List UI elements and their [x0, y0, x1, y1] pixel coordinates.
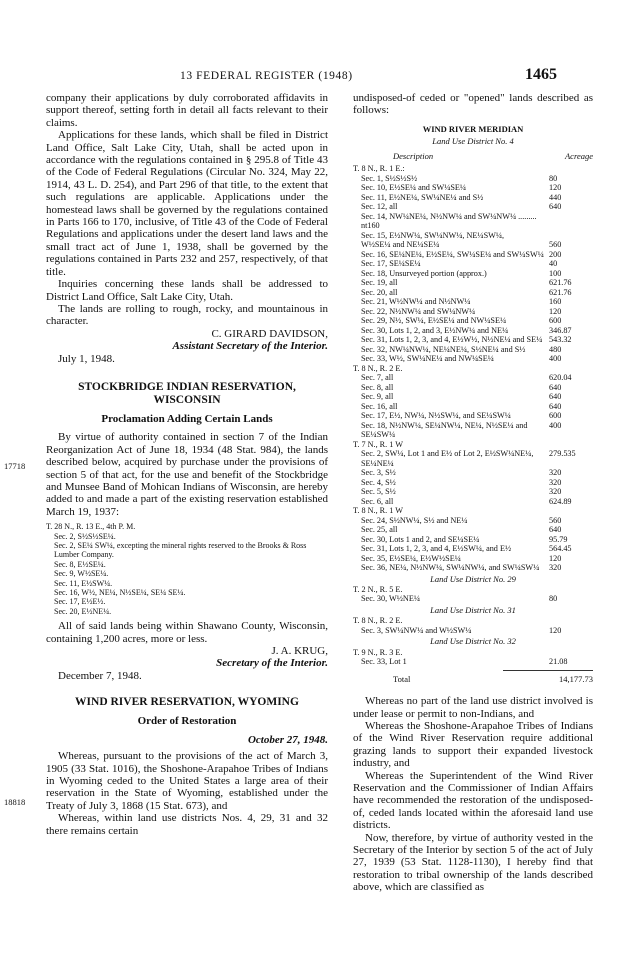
- table-row: [353, 250, 593, 260]
- paragraph: Applications for these lands, which shall be filed in District Land Office, Salt Lake City, Utah, shall be acted upon in accordance with the regulations contained in § 295.8 of Title 43 of the Code of Federal Regulations (Circular No. 324, May 22, 1914, 43 L. D. 254), and Part 296 of that title, to the extent that such regulations are applicable. Applications under the homestead laws shall be governed by the regulations contained in Parts 166 to 170, inclusive, of Title 43 of the Code of Federal Regulations and applications under the desert land laws and the small tract act of June 1, 1938, shall be governed by the regulations contained in Parts 232 and 257, respectively, of that title.: [46, 129, 328, 278]
- row-acreage: 621.76: [549, 278, 572, 288]
- row-acreage: 100: [549, 268, 562, 278]
- row-description: Sec. 17, E½, NW¼, N½SW¼, and SE¼SW¼: [361, 411, 511, 421]
- row-acreage: 279.535: [549, 449, 576, 459]
- left-column: [46, 92, 328, 837]
- row-acreage: 564.45: [549, 544, 572, 554]
- row-description: T. 8 N., R. 1 E.:: [353, 164, 405, 174]
- row-acreage: 543.32: [549, 335, 572, 345]
- document-date: July 1, 1948.: [58, 352, 115, 365]
- row-acreage: 120: [549, 625, 562, 635]
- land-table: [353, 616, 593, 635]
- row-acreage: 160: [549, 297, 562, 307]
- paragraph: undisposed-of ceded or "opened" lands described as follows:: [353, 92, 593, 117]
- table-row: [353, 278, 593, 288]
- row-description: Sec. 33, W½, SW¼NE¼ and NW¼SE¼: [361, 354, 494, 364]
- table-row: [353, 345, 593, 355]
- row-acreage: 120: [549, 306, 562, 316]
- table-row: [353, 554, 593, 564]
- table-row: [353, 326, 593, 336]
- row-acreage: 640: [549, 401, 562, 411]
- page-header: [0, 66, 622, 86]
- document-number-1: 17718: [4, 461, 26, 471]
- row-acreage: 480: [549, 344, 562, 354]
- section-subheading: Order of Restoration: [137, 715, 237, 728]
- row-description: T. 8 N., R. 1 W: [353, 506, 403, 516]
- paragraph: The lands are rolling to rough, rocky, and mountainous in character.: [46, 302, 328, 328]
- section-subheading: Proclamation Adding Certain Lands: [101, 412, 273, 425]
- row-acreage: [549, 585, 593, 595]
- row-acreage: 440: [549, 192, 562, 202]
- row-acreage: 400: [549, 420, 562, 430]
- row-description: Sec. 30, W½NE¼: [361, 594, 420, 604]
- row-description: Sec. 33, Lot 1: [361, 657, 407, 667]
- row-description: Sec. 4, S½: [361, 477, 396, 487]
- column-header-description: Description: [393, 150, 434, 161]
- row-description: Sec. 16, all: [361, 401, 398, 411]
- row-description: Sec. 3, SW¼NW¼ and W½SW¼: [361, 625, 472, 635]
- row-acreage: 624.89: [549, 496, 572, 506]
- district-heading: Land Use District No. 32: [430, 636, 516, 647]
- signature-title: Assistant Secretary of the Interior.: [172, 340, 328, 353]
- table-row: [353, 525, 593, 535]
- row-acreage: 320: [549, 487, 562, 497]
- table-row: [353, 449, 593, 468]
- table-row: [353, 373, 593, 383]
- table-row: [353, 563, 593, 573]
- table-row: [353, 288, 593, 298]
- column-header-acreage: Acreage: [564, 150, 593, 161]
- row-acreage: 80: [549, 173, 558, 183]
- table-row: [353, 164, 593, 174]
- table-row: [353, 516, 593, 526]
- signature-title: Secretary of the Interior.: [216, 657, 328, 670]
- table-row: [353, 402, 593, 412]
- row-description: Sec. 8, all: [361, 382, 394, 392]
- row-acreage: 40: [549, 259, 558, 269]
- district-heading: Land Use District No. 31: [430, 604, 516, 615]
- row-acreage: 560: [549, 515, 562, 525]
- table-row: [353, 421, 593, 440]
- paragraph: Whereas, within land use districts Nos. 4, 29, 31 and 32 there remains certain: [46, 812, 328, 837]
- row-description: T. 9 N., R. 3 E.: [353, 647, 403, 657]
- row-description: Sec. 35, E½SE¼, E½W½SE¼: [361, 553, 461, 563]
- row-acreage: 346.87: [549, 325, 572, 335]
- row-description: Sec. 14, NW¼NE¼, N½NW¼ and SW¼NW¼ ......... nt160: [361, 211, 537, 231]
- row-description: Sec. 12, all: [361, 202, 398, 212]
- row-acreage: 320: [549, 468, 562, 478]
- table-row: [353, 497, 593, 507]
- row-description: T. 8 N., R. 2 E.: [353, 363, 403, 373]
- list-item: Sec. 20, E½NE¼.: [54, 606, 112, 616]
- paragraph: All of said lands being within Shawano County, Wisconsin, containing 1,200 acres, more or less.: [46, 620, 328, 645]
- row-description: Sec. 32, NW¼NW¼, NE¼NE¼, S½NE¼ and S½: [361, 344, 526, 354]
- page-number: 1465: [525, 66, 557, 83]
- table-row: [353, 183, 593, 193]
- row-acreage: [549, 231, 593, 241]
- paragraph: By virtue of authority contained in section 7 of the Indian Reorganization Act of June 18, 1934 (48 Stat. 984), the lands described below, acquired by purchase under the provisions of section 5 of that act, for the use and benefit of the Stockbridge and Munsee Band of Mohican Indians of Wisconsin, are hereby added to and made a part of the existing reservation established March 19, 1937:: [46, 431, 328, 518]
- total-rule: [503, 670, 593, 671]
- row-description: Sec. 7, all: [361, 373, 394, 383]
- row-acreage: 320: [549, 563, 562, 573]
- row-description: Sec. 10, E½SE¼ and SW¼SE¼: [361, 183, 467, 193]
- row-acreage: 80: [549, 594, 558, 604]
- table-row: [353, 307, 593, 317]
- row-description: Sec. 16, SE¼NE¼, E½SE¼, SW¼SE¼ and SW¼SW¼: [361, 249, 544, 259]
- paragraph: company their applications by duly corroborated affidavits in support thereof, setting forth in detail all facts relevant to their claims.: [46, 92, 328, 129]
- row-description: Sec. 30, Lots 1, 2, and 3, E½NW¼ and NE¼: [361, 325, 509, 335]
- row-description: Sec. 21, W½NW¼ and N½NW¼: [361, 297, 471, 307]
- row-description: Sec. 5, S½: [361, 487, 396, 497]
- row-acreage: 620.04: [549, 373, 572, 383]
- row-acreage: 95.79: [549, 534, 568, 544]
- row-acreage: 621.76: [549, 287, 572, 297]
- table-row: [353, 269, 593, 279]
- list-item: Sec. 2, SE¼ SW¼, excepting the mineral rights reserved to the Brooks & Ross Lumber Company.: [54, 541, 307, 560]
- section-heading: WIND RIVER RESERVATION, WYOMING: [75, 696, 299, 709]
- row-description: Sec. 25, all: [361, 525, 398, 535]
- row-acreage: 640: [549, 525, 562, 535]
- row-acreage: 600: [549, 316, 562, 326]
- table-row: [353, 506, 593, 516]
- row-acreage: 120: [549, 183, 562, 193]
- row-acreage: 21.08: [549, 657, 568, 667]
- table-row: [353, 392, 593, 402]
- row-acreage: 640: [549, 202, 562, 212]
- row-description: Sec. 36, NE¼, N½NW¼, SW¼NW¼, and SW¼SW¼: [361, 563, 540, 573]
- table-row: [353, 440, 593, 450]
- table-row: [353, 174, 593, 184]
- table-row: [353, 383, 593, 393]
- paragraph: Inquiries concerning these lands shall be addressed to District Land Office, Salt Lake City, Utah.: [46, 278, 328, 303]
- row-acreage: [549, 440, 593, 450]
- table-row: [353, 316, 593, 326]
- row-acreage: 640: [549, 392, 562, 402]
- row-acreage: 600: [549, 411, 562, 421]
- table-row: [353, 212, 593, 231]
- total-label: Total: [393, 673, 411, 684]
- table-row: [353, 364, 593, 374]
- paragraph: Now, therefore, by virtue of authority vested in the Secretary of the Interior by section 5 of the act of July 27, 1939 (53 Stat. 1128-1130), I hereby find that restoration to tribal ownership of the lands described above, which are classified as: [353, 831, 593, 894]
- order-date: October 27, 1948.: [247, 733, 328, 746]
- row-description: Sec. 1, S½S½S½: [361, 173, 418, 183]
- row-description: Sec. 2, SW¼, Lot 1 and E½ of Lot 2, E½SW¼NE¼, SE¼NE¼: [361, 449, 534, 468]
- table-row: [353, 487, 593, 497]
- table-row: [353, 616, 593, 626]
- row-description: Sec. 11, E½NE¼, SW¼NE¼ and S½: [361, 192, 484, 202]
- table-header: [353, 150, 593, 162]
- section-heading: STOCKBRIDGE INDIAN RESERVATION, WISCONSIN: [78, 380, 296, 406]
- row-acreage: [549, 212, 593, 231]
- list-item: Sec. 16, W½, NE¼, N½SE¼, SE¼ SE¼.: [54, 588, 186, 598]
- table-row: [353, 594, 593, 604]
- row-description: Sec. 31, Lots 1, 2, 3, and 4, E½SW¼, and E½: [361, 544, 512, 554]
- row-description: Sec. 30, Lots 1 and 2, and SE¼SE¼: [361, 534, 480, 544]
- document-number-2: 18818: [4, 797, 26, 807]
- list-item: Sec. 2, S½S½SE¼.: [54, 531, 116, 541]
- table-row: [353, 259, 593, 269]
- row-description: Sec. 19, all: [361, 278, 398, 288]
- row-description: Sec. 17, SE¼SE¼: [361, 259, 421, 269]
- row-description: Sec. 22, N½NW¼ and SW¼NW¼: [361, 306, 476, 316]
- row-acreage: 400: [549, 354, 562, 364]
- row-acreage: 120: [549, 553, 562, 563]
- table-row: [353, 544, 593, 554]
- table-row: [353, 657, 593, 667]
- list-item: T. 28 N., R. 13 E., 4th P. M.: [46, 522, 136, 532]
- row-description: T. 2 N., R. 5 E.: [353, 584, 403, 594]
- paragraph: Whereas the Superintendent of the Wind River Reservation and the Commissioner of Indian Affairs have recommended the restoration of the undisposed-of, ceded lands located within the aforesaid land use districts.: [353, 769, 593, 832]
- district-heading: Land Use District No. 29: [430, 573, 516, 584]
- list-item: Sec. 8, E½SE¼.: [54, 559, 106, 569]
- row-acreage: [549, 164, 593, 174]
- row-description: Sec. 6, all: [361, 496, 394, 506]
- row-description: Sec. 29, N½, SW¼, E½SE¼ and NW¼SE¼: [361, 316, 507, 326]
- row-description: W½SE¼ and NE¼SE¼: [361, 240, 440, 250]
- row-description: Sec. 24, S½NW¼, S½ and NE¼: [361, 515, 468, 525]
- table-row: [353, 335, 593, 345]
- list-item: Sec. 9, W½SE¼.: [54, 569, 109, 579]
- table-row: [353, 193, 593, 203]
- row-description: Sec. 18, Unsurveyed portion (approx.): [361, 268, 487, 278]
- running-title: 13 FEDERAL REGISTER (1948): [180, 70, 353, 82]
- row-description: Sec. 20, all: [361, 287, 398, 297]
- row-acreage: [549, 364, 593, 374]
- signature-name: C. GIRARD DAVIDSON,: [211, 327, 328, 340]
- signature-name: J. A. KRUG,: [271, 645, 328, 658]
- table-row: [353, 240, 593, 250]
- land-description-list: [46, 522, 328, 616]
- table-row: [353, 354, 593, 364]
- paragraph: Whereas, pursuant to the provisions of the act of March 3, 1905 (33 Stat. 1016), the Shoshone-Arapahoe Tribes of Indians in Wyoming ceded to the United States a large area of their reservation in the State of Wyoming, established under the Treaty of July 3, 1868 (15 Stat. 673), and: [46, 750, 328, 812]
- total-value: 14,177.73: [559, 673, 593, 684]
- district-heading: Land Use District No. 4: [432, 136, 514, 147]
- row-acreage: [549, 616, 593, 626]
- land-table: [353, 585, 593, 604]
- row-acreage: 640: [549, 382, 562, 392]
- row-acreage: [549, 648, 593, 658]
- row-description: T. 8 N., R. 2 E.: [353, 616, 403, 626]
- table-row: [353, 202, 593, 212]
- document-date: December 7, 1948.: [58, 669, 142, 682]
- row-acreage: 200: [549, 249, 562, 259]
- right-column: [353, 92, 593, 894]
- table-row: [353, 648, 593, 658]
- land-table: [353, 164, 593, 573]
- row-description: Sec. 9, all: [361, 392, 394, 402]
- table-row: [353, 478, 593, 488]
- row-description: T. 7 N., R. 1 W: [353, 439, 403, 449]
- row-description: Sec. 31, Lots 1, 2, 3, and 4, E½W½, N½NE¼ and SE¼: [361, 335, 543, 345]
- row-description: Sec. 18, N½NW¼, SE¼NW¼, NE¼, N½SE¼ and SE¼SW¼: [361, 420, 528, 440]
- row-acreage: [549, 506, 593, 516]
- total-row: [353, 673, 593, 685]
- land-table: [353, 648, 593, 667]
- row-acreage: 560: [549, 240, 562, 250]
- table-row: [353, 535, 593, 545]
- row-acreage: 320: [549, 477, 562, 487]
- row-description: Sec. 15, E½NW¼, SW¼NW¼, NE¼SW¼,: [361, 230, 505, 240]
- table-row: [353, 468, 593, 478]
- table-row: [353, 297, 593, 307]
- table-row: [353, 585, 593, 595]
- list-item: Sec. 17, E½E½.: [54, 597, 106, 607]
- paragraph: Whereas no part of the land use district involved is under lease or permit to non-Indians, and: [353, 695, 593, 720]
- table-row: [353, 411, 593, 421]
- table-row: [353, 626, 593, 636]
- meridian-heading: WIND RIVER MERIDIAN: [422, 123, 524, 134]
- list-item: Sec. 11, E½SW¼.: [54, 578, 113, 588]
- row-description: Sec. 3, S½: [361, 468, 396, 478]
- paragraph: Whereas the Shoshone-Arapahoe Tribes of Indians of the Wind River Reservation require additional grazing lands to support their expanded livestock industry, and: [353, 719, 593, 770]
- table-row: [353, 231, 593, 241]
